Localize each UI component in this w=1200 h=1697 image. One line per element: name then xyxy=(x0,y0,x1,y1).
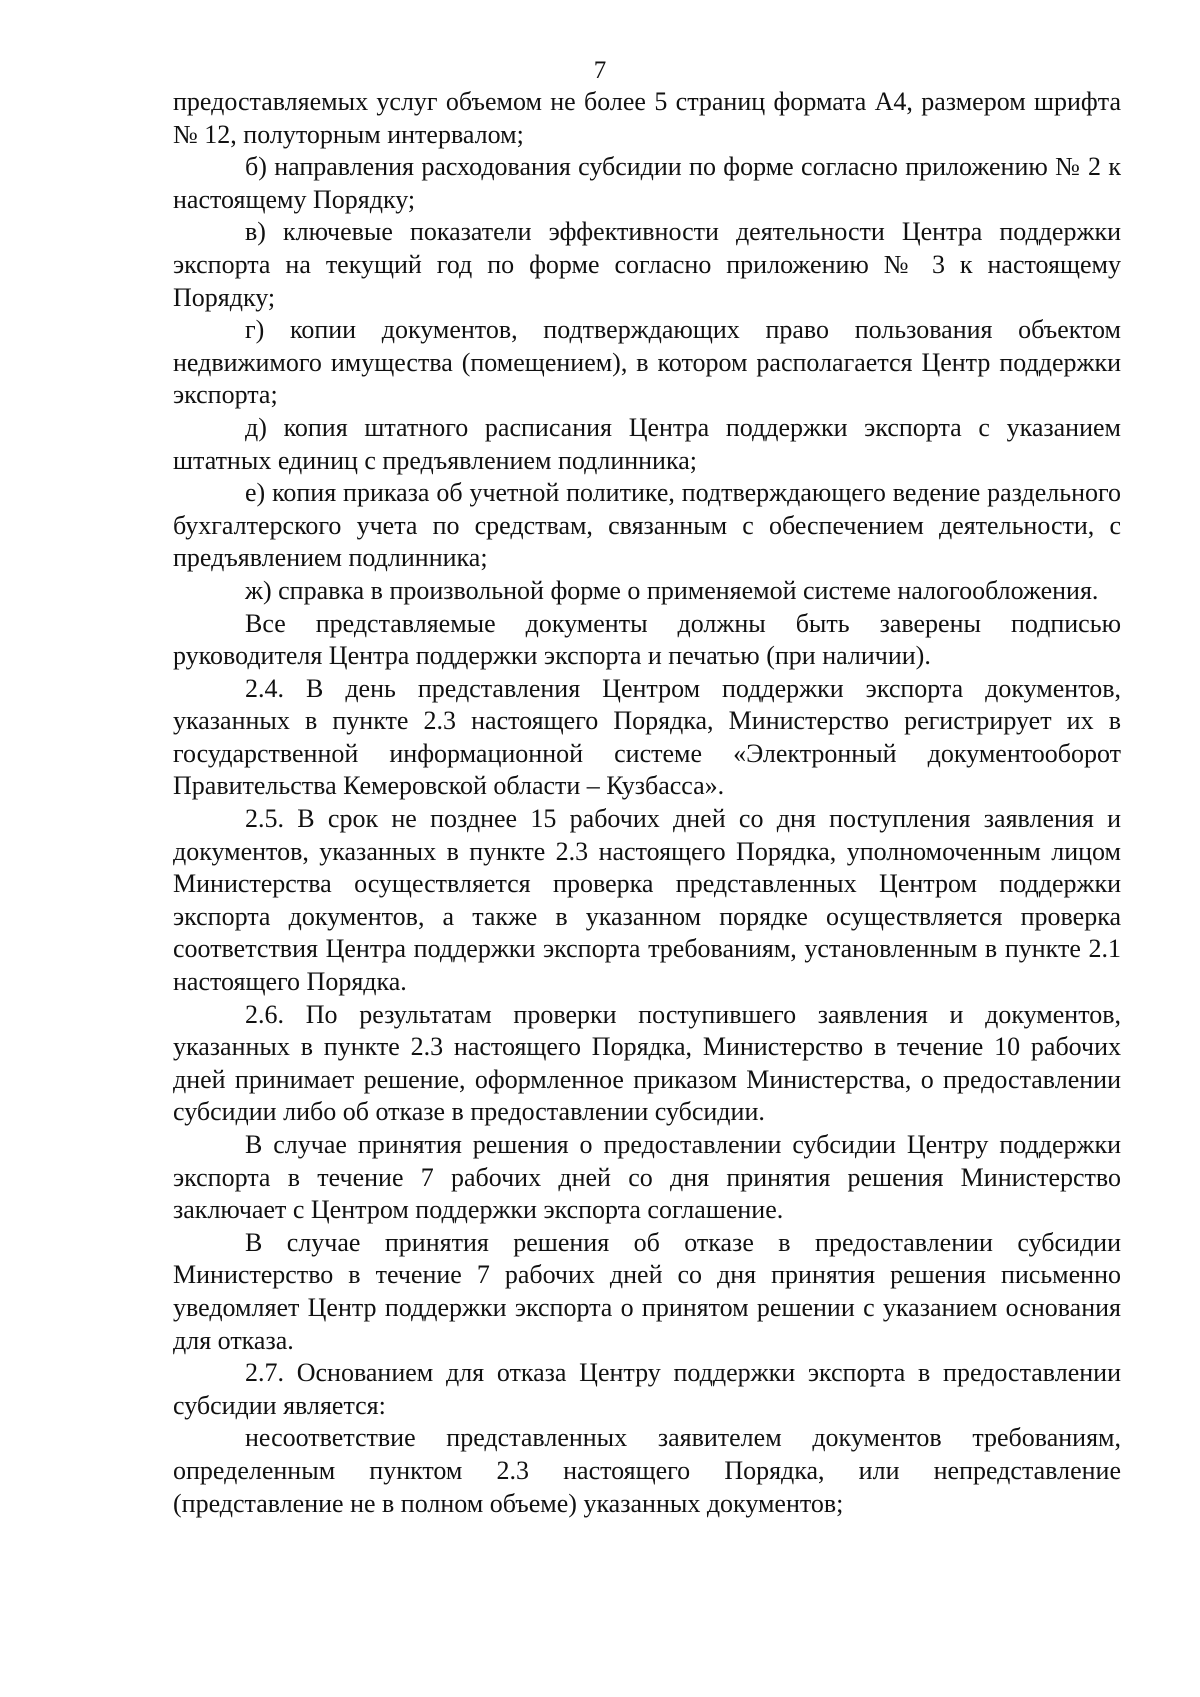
paragraph: 2.4. В день представления Центром поддержки экспорта документов, указанных в пункте 2.3 настоящего Порядка, Министерство регистрирует их в государственной информационной системе «Электронный документооборот Правительства Кемеровской области – Кузбасса». xyxy=(173,673,1121,801)
page-number: 7 xyxy=(593,57,607,84)
paragraph: б) направления расходования субсидии по форме согласно приложению № 2 к настоящему Порядку; xyxy=(173,152,1121,214)
paragraph: 2.5. В срок не позднее 15 рабочих дней со дня поступления заявления и документов, указанных в пункте 2.3 настоящего Порядка, уполномоченным лицом Министерства осуществляется проверка представленных Центром поддержки экспорта документов, а также в указанном порядке осуществляется проверка соответствия Центра поддержки экспорта требованиям, установленным в пункте 2.1 настоящего Порядка. xyxy=(173,804,1121,997)
paragraph: д) копия штатного расписания Центра поддержки экспорта с указанием штатных единиц с предъявлением подлинника; xyxy=(173,412,1121,475)
paragraph: 2.7. Основанием для отказа Центру поддержки экспорта в предоставлении субсидии является: xyxy=(173,1358,1121,1420)
document-body xyxy=(173,86,1121,1520)
paragraph: е) копия приказа об учетной политике, подтверждающего ведение раздельного бухгалтерского учета по средствам, связанным с обеспечением деятельности, с предъявлением подлинника; xyxy=(173,478,1121,573)
paragraph: Все представляемые документы должны быть заверены подписью руководителя Центра поддержки экспорта и печатью (при наличии). xyxy=(173,608,1121,671)
paragraph: В случае принятия решения о предоставлении субсидии Центру поддержки экспорта в течение 7 рабочих дней со дня принятия решения Министерство заключает с Центром поддержки экспорта соглашение. xyxy=(173,1130,1121,1225)
paragraph: ж) справка в произвольной форме о применяемой системе налогообложения. xyxy=(245,575,1099,605)
paragraph: В случае принятия решения об отказе в предоставлении субсидии Министерство в течение 7 рабочих дней со дня принятия решения письменно уведомляет Центр поддержки экспорта о принятом решении с указанием основания для отказа. xyxy=(173,1227,1121,1355)
paragraph: г) копии документов, подтверждающих право пользования объектом недвижимого имущества (помещением), в котором располагается Центр поддержки экспорта; xyxy=(173,315,1121,410)
paragraph: в) ключевые показатели эффективности деятельности Центра поддержки экспорта на текущий год по форме согласно приложению № 3 к настоящему Порядку; xyxy=(173,217,1121,312)
paragraph: несоответствие представленных заявителем документов требованиям, определенным пунктом 2.3 настоящего Порядка, или непредставление (представление не в полном объеме) указанных документов; xyxy=(173,1423,1121,1518)
paragraph: 2.6. По результатам проверки поступившего заявления и документов, указанных в пункте 2.3 настоящего Порядка, Министерство в течение 10 рабочих дней принимает решение, оформленное приказом Министерства, о предоставлении субсидии либо об отказе в предоставлении субсидии. xyxy=(173,999,1121,1127)
paragraph: предоставляемых услуг объемом не более 5 страниц формата А4, размером шрифта № 12, полуторным интервалом; xyxy=(173,87,1121,149)
